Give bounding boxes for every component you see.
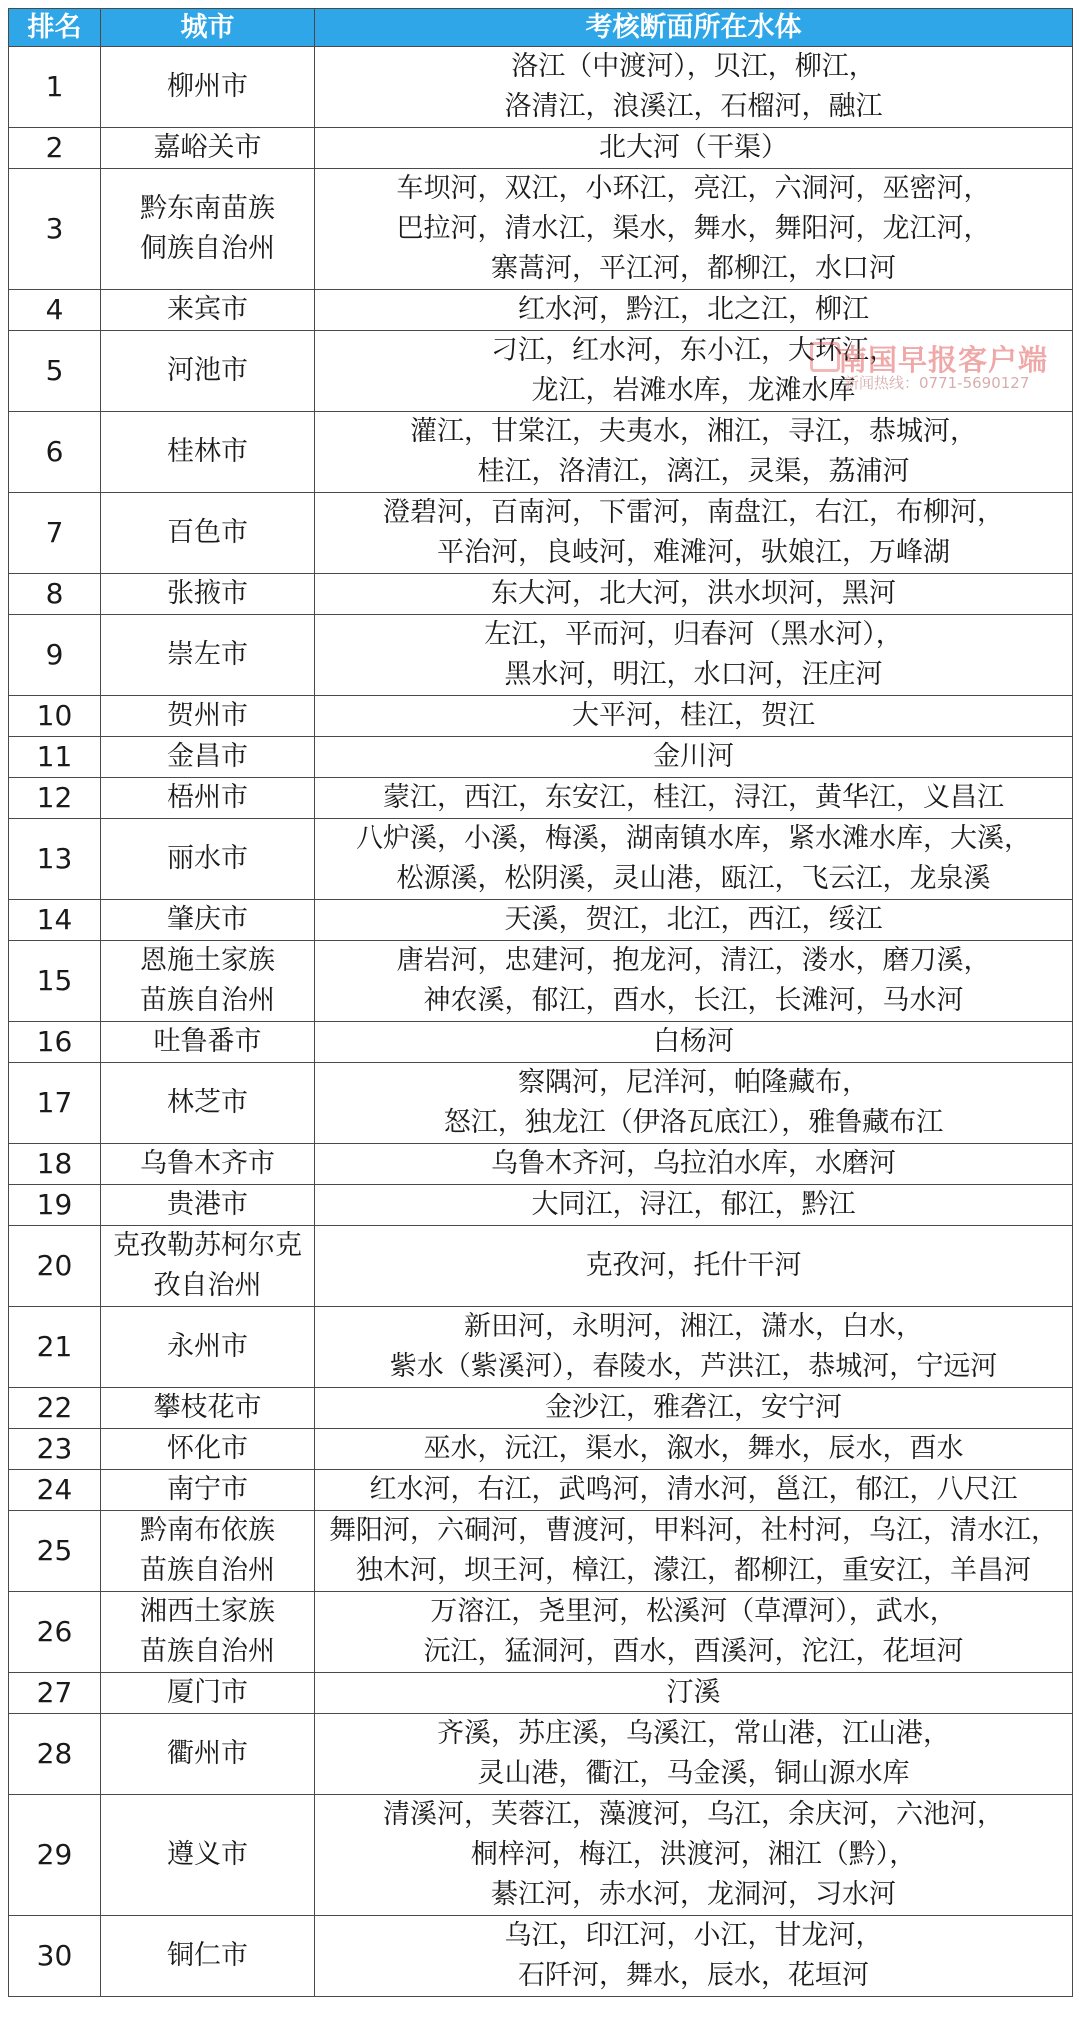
water-cell (315, 331, 1073, 412)
table-row (9, 1470, 1073, 1511)
city-cell (101, 1388, 315, 1429)
water-cell (315, 615, 1073, 696)
water-line: 天溪，贺江，北江，西江，绥江 (504, 904, 883, 935)
header-city: 城市 (101, 9, 315, 47)
city-line: 南宁市 (167, 1474, 248, 1505)
water-line: 察隅河，尼洋河，帕隆藏布， (518, 1067, 869, 1098)
water-cell (315, 1795, 1073, 1916)
city-cell (101, 1511, 315, 1592)
water-line: 克孜河，托什干河 (585, 1250, 802, 1281)
water-line: 红水河，黔江，北之江，柳江 (518, 294, 869, 325)
water-cell (315, 778, 1073, 819)
water-line: 蒙江，西江，东安江，桂江，浔江，黄华江，义昌江 (383, 782, 1004, 813)
table-row (9, 1307, 1073, 1388)
city-line: 黔东南苗族 (140, 193, 275, 224)
water-line: 沅江，猛洞河，酉水，酉溪河，沱江，花垣河 (423, 1636, 964, 1667)
rank-cell: 3 (9, 169, 101, 290)
rank-cell: 9 (9, 615, 101, 696)
rank-cell: 19 (9, 1185, 101, 1226)
watermark-hotline: 新闻热线：0771-5690127 (844, 374, 1030, 392)
water-cell (315, 169, 1073, 290)
city-cell (101, 737, 315, 778)
city-line: 来宾市 (167, 294, 248, 325)
table-row (9, 1795, 1073, 1916)
table-row (9, 1592, 1073, 1673)
city-line: 张掖市 (167, 578, 248, 609)
water-line: 唐岩河，忠建河，抱龙河，清江，溇水，磨刀溪， (396, 945, 991, 976)
water-cell (315, 574, 1073, 615)
water-cell (315, 47, 1073, 128)
city-cell (101, 900, 315, 941)
water-line: 红水河，右江，武鸣河，清水河，邕江，郁江，八尺江 (369, 1474, 1018, 1505)
city-cell (101, 696, 315, 737)
city-line: 肇庆市 (167, 904, 248, 935)
water-line: 刁江，红水河，东小江，大环江， (491, 335, 896, 366)
water-line: 舞阳河，六硐河，曹渡河，甲料河，社村河，乌江，清水江， (329, 1515, 1058, 1546)
city-cell (101, 615, 315, 696)
table-body (9, 47, 1073, 1997)
water-line: 汀溪 (666, 1677, 721, 1708)
water-line: 平治河，良岐河，难滩河，驮娘江，万峰湖 (437, 537, 950, 568)
water-line: 独木河，坝王河，樟江，濛江，都柳江，重安江，羊昌河 (356, 1555, 1031, 1586)
city-line: 衢州市 (167, 1738, 248, 1769)
city-line: 恩施土家族 (140, 945, 275, 976)
rank-cell: 16 (9, 1022, 101, 1063)
table-row (9, 169, 1073, 290)
rank-cell: 22 (9, 1388, 101, 1429)
water-line: 怒江，独龙江（伊洛瓦底江），雅鲁藏布江 (443, 1107, 944, 1138)
water-cell (315, 737, 1073, 778)
rank-cell: 24 (9, 1470, 101, 1511)
rank-cell: 30 (9, 1916, 101, 1997)
city-cell (101, 1714, 315, 1795)
city-cell (101, 1185, 315, 1226)
rank-cell: 6 (9, 412, 101, 493)
rank-cell: 1 (9, 47, 101, 128)
water-line: 桂江，洛清江，漓江，灵渠，荔浦河 (477, 456, 910, 487)
water-cell (315, 1388, 1073, 1429)
table-row (9, 1144, 1073, 1185)
water-line: 大平河，桂江，贺江 (572, 700, 815, 731)
city-cell (101, 1429, 315, 1470)
city-line: 金昌市 (167, 741, 248, 772)
rank-cell: 7 (9, 493, 101, 574)
table-row (9, 412, 1073, 493)
rank-cell: 17 (9, 1063, 101, 1144)
water-line: 乌江，印江河，小江，甘龙河， (504, 1920, 883, 1951)
city-line: 黔南布依族 (140, 1515, 275, 1546)
city-line: 梧州市 (167, 782, 248, 813)
water-cell (315, 290, 1073, 331)
city-cell (101, 290, 315, 331)
city-line: 嘉峪关市 (153, 132, 262, 163)
rank-cell: 13 (9, 819, 101, 900)
water-cell (315, 493, 1073, 574)
city-cell (101, 331, 315, 412)
water-line: 八炉溪，小溪，梅溪，湖南镇水库，紧水滩水库，大溪， (356, 823, 1031, 854)
rank-cell: 11 (9, 737, 101, 778)
rank-cell: 14 (9, 900, 101, 941)
water-cell (315, 1916, 1073, 1997)
table-row (9, 1185, 1073, 1226)
rank-cell: 5 (9, 331, 101, 412)
city-line: 百色市 (167, 517, 248, 548)
table-row (9, 493, 1073, 574)
rank-cell: 26 (9, 1592, 101, 1673)
water-line: 大同江，浔江，郁江，黔江 (531, 1189, 856, 1220)
city-line: 遵义市 (167, 1839, 248, 1870)
water-line: 巫水，沅江，渠水，溆水，舞水，辰水，酉水 (423, 1433, 964, 1464)
water-line: 金川河 (653, 741, 734, 772)
table-row (9, 574, 1073, 615)
city-line: 柳州市 (167, 71, 248, 102)
table-row (9, 900, 1073, 941)
table-row (9, 1511, 1073, 1592)
water-cell (315, 900, 1073, 941)
rank-cell: 15 (9, 941, 101, 1022)
table-row (9, 128, 1073, 169)
table-row (9, 1673, 1073, 1714)
water-cell (315, 1185, 1073, 1226)
table-row (9, 1388, 1073, 1429)
city-cell (101, 1226, 315, 1307)
table-row (9, 1429, 1073, 1470)
water-line: 綦江河，赤水河，龙洞河，习水河 (491, 1879, 896, 1910)
ranking-table (8, 8, 1073, 1997)
water-cell (315, 1673, 1073, 1714)
water-line: 龙江，岩滩水库，龙滩水库 (531, 375, 856, 406)
water-line: 寨蒿河，平江河，都柳江，水口河 (491, 253, 896, 284)
water-cell (315, 1592, 1073, 1673)
water-line: 澄碧河，百南河，下雷河，南盘江，右江，布柳河， (383, 497, 1004, 528)
water-line: 车坝河，双江，小环江，亮江，六洞河，巫密河， (396, 173, 991, 204)
city-line: 苗族自治州 (140, 985, 275, 1016)
water-cell (315, 1470, 1073, 1511)
rank-cell: 25 (9, 1511, 101, 1592)
city-cell (101, 47, 315, 128)
rank-cell: 10 (9, 696, 101, 737)
city-cell (101, 412, 315, 493)
water-cell (315, 1714, 1073, 1795)
city-cell (101, 778, 315, 819)
city-cell (101, 1470, 315, 1511)
water-line: 东大河，北大河，洪水坝河，黑河 (491, 578, 896, 609)
city-cell (101, 819, 315, 900)
water-cell (315, 1307, 1073, 1388)
table-row (9, 941, 1073, 1022)
city-line: 苗族自治州 (140, 1555, 275, 1586)
city-line: 苗族自治州 (140, 1636, 275, 1667)
water-cell (315, 1226, 1073, 1307)
rank-cell: 2 (9, 128, 101, 169)
water-line: 洛江（中渡河），贝江，柳江， (511, 51, 876, 82)
header-rank: 排名 (9, 9, 101, 47)
city-cell (101, 1307, 315, 1388)
rank-cell: 29 (9, 1795, 101, 1916)
water-cell (315, 1429, 1073, 1470)
rank-cell: 18 (9, 1144, 101, 1185)
city-line: 攀枝花市 (153, 1392, 262, 1423)
rank-cell: 21 (9, 1307, 101, 1388)
water-line: 黑水河，明江，水口河，汪庄河 (504, 659, 883, 690)
city-cell (101, 1916, 315, 1997)
table-row (9, 1714, 1073, 1795)
water-cell (315, 1022, 1073, 1063)
rank-cell: 27 (9, 1673, 101, 1714)
water-cell (315, 1511, 1073, 1592)
city-line: 湘西土家族 (140, 1596, 275, 1627)
city-line: 孜自治州 (153, 1270, 262, 1301)
water-line: 紫水（紫溪河），春陵水，芦洪江，恭城河，宁远河 (389, 1351, 998, 1382)
rank-cell: 4 (9, 290, 101, 331)
city-cell (101, 493, 315, 574)
table-row (9, 1916, 1073, 1997)
water-line: 桐梓河，梅江，洪渡河，湘江（黔）， (470, 1839, 917, 1870)
table-row (9, 1226, 1073, 1307)
city-cell (101, 1673, 315, 1714)
water-cell (315, 128, 1073, 169)
water-line: 北大河（干渠） (599, 132, 788, 163)
city-cell (101, 169, 315, 290)
city-line: 贵港市 (167, 1189, 248, 1220)
water-cell (315, 696, 1073, 737)
city-line: 河池市 (167, 355, 248, 386)
city-line: 克孜勒苏柯尔克 (113, 1230, 302, 1261)
rank-cell: 28 (9, 1714, 101, 1795)
city-cell (101, 941, 315, 1022)
water-cell (315, 412, 1073, 493)
city-cell (101, 1144, 315, 1185)
water-line: 松源溪，松阴溪，灵山港，瓯江，飞云江，龙泉溪 (396, 863, 991, 894)
city-line: 桂林市 (167, 436, 248, 467)
table-row (9, 615, 1073, 696)
rank-cell: 12 (9, 778, 101, 819)
city-cell (101, 1063, 315, 1144)
rank-cell: 8 (9, 574, 101, 615)
water-line: 金沙江，雅砻江，安宁河 (545, 1392, 842, 1423)
header-water: 考核断面所在水体 (315, 9, 1073, 47)
table-row (9, 1063, 1073, 1144)
city-line: 厦门市 (167, 1677, 248, 1708)
city-line: 怀化市 (167, 1433, 248, 1464)
rank-cell: 20 (9, 1226, 101, 1307)
table-row (9, 737, 1073, 778)
water-line: 灵山港，衢江，马金溪，铜山源水库 (477, 1758, 910, 1789)
city-line: 崇左市 (167, 639, 248, 670)
table-row (9, 819, 1073, 900)
city-cell (101, 574, 315, 615)
table-row (9, 1022, 1073, 1063)
water-line: 万溶江，尧里河，松溪河（草潭河），武水， (430, 1596, 957, 1627)
table-row (9, 290, 1073, 331)
water-cell (315, 941, 1073, 1022)
city-line: 乌鲁木齐市 (140, 1148, 275, 1179)
water-line: 石阡河，舞水，辰水，花垣河 (518, 1960, 869, 1991)
table-header-row (9, 9, 1073, 47)
water-cell (315, 1144, 1073, 1185)
city-line: 吐鲁番市 (153, 1026, 262, 1057)
city-cell (101, 1022, 315, 1063)
table-row (9, 47, 1073, 128)
table-row (9, 331, 1073, 412)
water-line: 巴拉河，清水江，渠水，舞水，舞阳河，龙江河， (396, 213, 991, 244)
water-line: 左江，平而河，归春河（黑水河）， (484, 619, 903, 650)
water-line: 新田河，永明河，湘江，潇水，白水， (464, 1311, 923, 1342)
water-line: 白杨河 (653, 1026, 734, 1057)
watermark-title: 南国早报客户端 (838, 343, 1049, 377)
city-line: 贺州市 (167, 700, 248, 731)
city-line: 丽水市 (167, 843, 248, 874)
table-row (9, 778, 1073, 819)
water-cell (315, 1063, 1073, 1144)
city-line: 铜仁市 (167, 1940, 248, 1971)
water-cell (315, 819, 1073, 900)
water-line: 神农溪，郁江，酉水，长江，长滩河，马水河 (423, 985, 964, 1016)
water-line: 乌鲁木齐河，乌拉泊水库，水磨河 (491, 1148, 896, 1179)
city-cell (101, 1795, 315, 1916)
city-cell (101, 128, 315, 169)
city-line: 林芝市 (167, 1087, 248, 1118)
city-line: 永州市 (167, 1331, 248, 1362)
water-line: 清溪河，芙蓉江，藻渡河，乌江，余庆河，六池河， (383, 1799, 1004, 1830)
table-row (9, 696, 1073, 737)
water-line: 灌江，甘棠江，夫夷水，湘江，寻江，恭城河， (410, 416, 977, 447)
city-cell (101, 1592, 315, 1673)
water-line: 洛清江，浪溪江，石榴河，融江 (504, 91, 883, 122)
rank-cell: 23 (9, 1429, 101, 1470)
water-line: 齐溪，苏庄溪，乌溪江，常山港，江山港， (437, 1718, 950, 1749)
city-line: 侗族自治州 (140, 233, 275, 264)
